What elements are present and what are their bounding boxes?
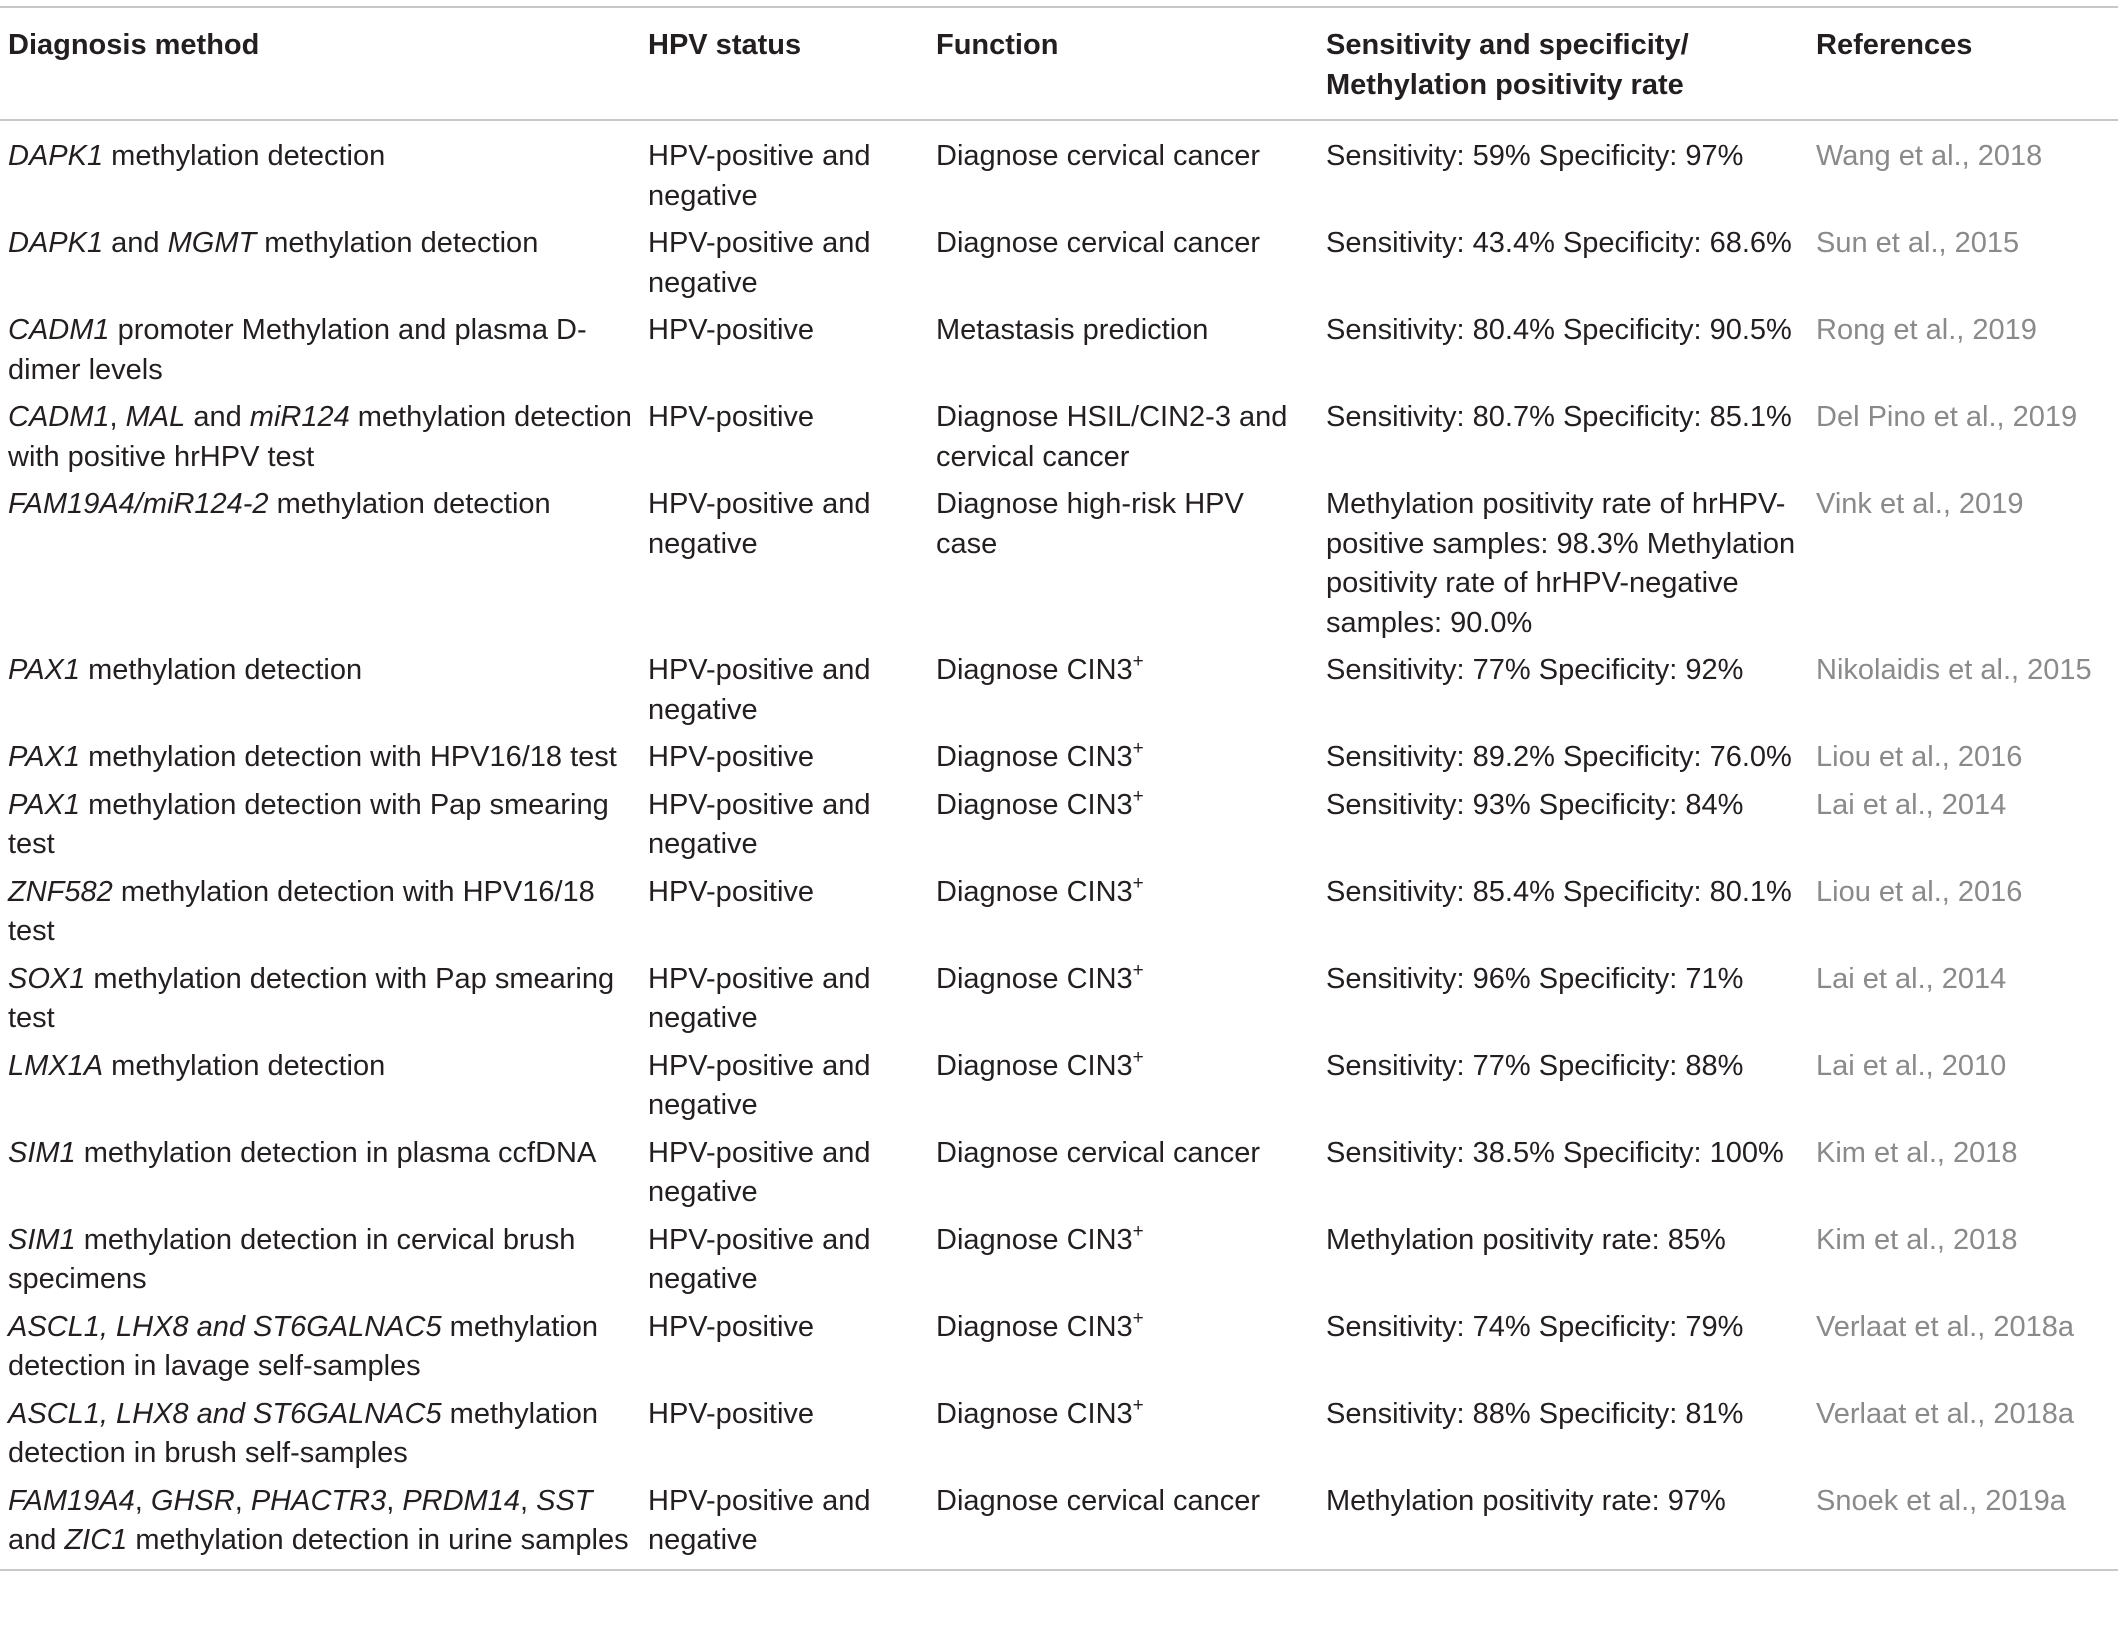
gene-name: DAPK1 bbox=[8, 227, 104, 259]
sensitivity-cell: Sensitivity: 88% Specificity: 81% bbox=[1326, 1397, 1744, 1430]
function-text: Metastasis prediction bbox=[936, 314, 1209, 346]
function-text: Diagnose CIN3 bbox=[936, 1049, 1133, 1082]
diagnosis-method-cell bbox=[0, 651, 640, 738]
hpv-status-cell: HPV-positive bbox=[648, 875, 815, 908]
diagnosis-method-cell bbox=[0, 311, 640, 398]
table-row bbox=[0, 311, 2118, 398]
function-cell bbox=[928, 786, 1318, 873]
function-cell bbox=[928, 120, 1318, 224]
function-superscript: + bbox=[1132, 872, 1144, 894]
hpv-status-cell: HPV-positive and negative bbox=[648, 1223, 871, 1295]
method-text: methylation detection bbox=[103, 140, 386, 172]
method-text: methylation detection bbox=[103, 1049, 386, 1082]
reference-cell[interactable]: Lai et al., 2014 bbox=[1816, 788, 2007, 821]
reference-cell[interactable]: Nikolaidis et al., 2015 bbox=[1816, 654, 2092, 686]
table-row bbox=[0, 120, 2118, 224]
function-cell bbox=[928, 485, 1318, 651]
diagnosis-method-cell bbox=[0, 485, 640, 651]
gene-name: MAL bbox=[125, 401, 186, 433]
sensitivity-cell: Methylation positivity rate: 85% bbox=[1326, 1223, 1726, 1256]
hpv-status-cell: HPV-positive and negative bbox=[648, 488, 871, 560]
header-sensitivity-specificity bbox=[1318, 7, 1808, 120]
table-row bbox=[0, 873, 2118, 960]
method-text: , bbox=[234, 1484, 251, 1517]
table-row bbox=[0, 224, 2118, 311]
hpv-status-cell: HPV-positive and negative bbox=[648, 140, 871, 212]
sensitivity-cell: Methylation positivity rate: 97% bbox=[1326, 1484, 1726, 1517]
table-row bbox=[0, 1308, 2118, 1395]
gene-name: miR124 bbox=[249, 401, 350, 433]
method-text: methylation detection in brush self-samples bbox=[8, 1397, 598, 1469]
diagnosis-methods-table bbox=[0, 6, 2118, 1571]
sensitivity-cell: Sensitivity: 77% Specificity: 88% bbox=[1326, 1049, 1744, 1082]
gene-name: PHACTR3 bbox=[250, 1484, 387, 1517]
header-references: References bbox=[1816, 29, 1973, 61]
function-superscript: + bbox=[1132, 738, 1144, 759]
function-superscript: + bbox=[1132, 785, 1144, 807]
gene-name: PAX1 bbox=[8, 654, 81, 686]
hpv-status-cell: HPV-positive bbox=[648, 314, 815, 346]
table-row bbox=[0, 1047, 2118, 1134]
hpv-status-cell: HPV-positive and negative bbox=[648, 227, 871, 299]
reference-cell[interactable]: Sun et al., 2015 bbox=[1816, 227, 2020, 259]
reference-cell[interactable]: Snoek et al., 2019a bbox=[1816, 1484, 2066, 1517]
header-sensitivity-line1: Sensitivity and specificity/ bbox=[1326, 29, 1689, 61]
diagnosis-method-cell bbox=[0, 120, 640, 224]
table-row bbox=[0, 1482, 2118, 1570]
sensitivity-cell: Sensitivity: 43.4% Specificity: 68.6% bbox=[1326, 227, 1792, 259]
sensitivity-cell: Sensitivity: 59% Specificity: 97% bbox=[1326, 140, 1744, 172]
sensitivity-cell: Sensitivity: 74% Specificity: 79% bbox=[1326, 1310, 1744, 1343]
hpv-status-cell: HPV-positive and negative bbox=[648, 788, 871, 860]
method-text: methylation detection in lavage self-samples bbox=[8, 1310, 598, 1382]
table-header bbox=[0, 7, 2118, 120]
function-cell bbox=[928, 1395, 1318, 1482]
hpv-status-cell: HPV-positive and negative bbox=[648, 962, 871, 1034]
reference-cell[interactable]: Verlaat et al., 2018a bbox=[1816, 1397, 2074, 1430]
method-text: , bbox=[109, 401, 126, 433]
function-cell bbox=[928, 398, 1318, 485]
method-text: methylation detection with Pap smearing test bbox=[8, 962, 615, 1034]
gene-name: PAX1 bbox=[8, 741, 81, 773]
gene-name: PAX1 bbox=[8, 788, 81, 821]
header-function: Function bbox=[936, 29, 1059, 61]
sensitivity-cell: Sensitivity: 96% Specificity: 71% bbox=[1326, 962, 1744, 995]
gene-name: SST bbox=[536, 1484, 593, 1517]
method-text: methylation detection in urine samples bbox=[127, 1524, 629, 1556]
table-row bbox=[0, 738, 2118, 786]
reference-cell[interactable]: Rong et al., 2019 bbox=[1816, 314, 2037, 346]
function-text: Diagnose cervical cancer bbox=[936, 140, 1260, 172]
gene-name: ASCL1, LHX8 and ST6GALNAC5 bbox=[8, 1397, 442, 1430]
method-text: methylation detection in plasma ccfDNA bbox=[75, 1136, 597, 1169]
function-superscript: + bbox=[1132, 1307, 1144, 1329]
method-text: methylation detection bbox=[256, 227, 539, 259]
gene-name: ASCL1, LHX8 and ST6GALNAC5 bbox=[8, 1310, 442, 1343]
sensitivity-cell: Sensitivity: 93% Specificity: 84% bbox=[1326, 788, 1744, 821]
hpv-status-cell: HPV-positive bbox=[648, 1397, 815, 1430]
method-text: promoter Methylation and plasma D-dimer levels bbox=[8, 314, 587, 386]
sensitivity-cell: Sensitivity: 38.5% Specificity: 100% bbox=[1326, 1136, 1784, 1169]
method-text: methylation detection with HPV16/18 test bbox=[8, 875, 595, 947]
diagnosis-method-cell bbox=[0, 398, 640, 485]
reference-cell[interactable]: Del Pino et al., 2019 bbox=[1816, 401, 2078, 433]
method-text: and bbox=[185, 401, 250, 433]
function-text: Diagnose CIN3 bbox=[936, 741, 1133, 773]
function-text: Diagnose cervical cancer bbox=[936, 1484, 1260, 1517]
method-text: methylation detection with positive hrHPV test bbox=[8, 401, 632, 473]
method-text: , bbox=[519, 1484, 537, 1517]
function-cell bbox=[928, 224, 1318, 311]
method-text: methylation detection bbox=[268, 488, 551, 520]
function-text: Diagnose high-risk HPV case bbox=[936, 488, 1244, 560]
function-text: Diagnose cervical cancer bbox=[936, 1136, 1260, 1169]
gene-name: LMX1A bbox=[8, 1049, 104, 1082]
table-row bbox=[0, 485, 2118, 651]
function-cell bbox=[928, 1134, 1318, 1221]
function-cell bbox=[928, 1221, 1318, 1308]
sensitivity-cell: Sensitivity: 89.2% Specificity: 76.0% bbox=[1326, 741, 1792, 773]
diagnosis-method-cell bbox=[0, 1221, 640, 1308]
function-text: Diagnose CIN3 bbox=[936, 1397, 1133, 1430]
sensitivity-cell: Sensitivity: 80.7% Specificity: 85.1% bbox=[1326, 401, 1792, 433]
gene-name: SOX1 bbox=[8, 962, 86, 995]
header-sensitivity-line2: Methylation positivity rate bbox=[1326, 69, 1684, 101]
header-row bbox=[0, 7, 2118, 120]
function-superscript: + bbox=[1132, 651, 1144, 672]
function-text: Diagnose HSIL/CIN2-3 and cervical cancer bbox=[936, 401, 1288, 473]
sensitivity-cell: Sensitivity: 85.4% Specificity: 80.1% bbox=[1326, 875, 1792, 908]
gene-name: FAM19A4/miR124-2 bbox=[8, 488, 269, 520]
gene-name: MGMT bbox=[167, 227, 257, 259]
method-text: methylation detection with HPV16/18 test bbox=[80, 741, 617, 773]
sensitivity-cell: Methylation positivity rate of hrHPV-positive samples: 98.3% Methylation positivity rate of hrHPV-negative samples: 90.0% bbox=[1326, 488, 1796, 639]
method-text: and bbox=[8, 1524, 65, 1556]
hpv-status-cell: HPV-positive and negative bbox=[648, 1484, 871, 1556]
hpv-status-cell: HPV-positive bbox=[648, 1310, 815, 1343]
function-cell bbox=[928, 738, 1318, 786]
reference-cell[interactable]: Verlaat et al., 2018a bbox=[1816, 1310, 2074, 1343]
reference-cell[interactable]: Wang et al., 2018 bbox=[1816, 140, 2043, 172]
function-cell bbox=[928, 1047, 1318, 1134]
table-row bbox=[0, 398, 2118, 485]
gene-name: GHSR bbox=[150, 1484, 235, 1517]
diagnosis-method-cell bbox=[0, 224, 640, 311]
hpv-status-cell: HPV-positive bbox=[648, 401, 815, 433]
header-hpv-status: HPV status bbox=[648, 29, 802, 61]
diagnosis-method-cell bbox=[0, 738, 640, 786]
gene-name: FAM19A4 bbox=[8, 1484, 135, 1517]
gene-name: DAPK1 bbox=[8, 140, 104, 172]
gene-name: SIM1 bbox=[8, 1223, 76, 1256]
hpv-status-cell: HPV-positive bbox=[648, 741, 815, 773]
method-text: methylation detection with Pap smearing test bbox=[8, 788, 609, 860]
method-text: methylation detection bbox=[80, 654, 363, 686]
method-text: and bbox=[103, 227, 168, 259]
table-body bbox=[0, 120, 2118, 1570]
function-text: Diagnose CIN3 bbox=[936, 962, 1133, 995]
function-cell bbox=[928, 873, 1318, 960]
function-cell bbox=[928, 960, 1318, 1047]
hpv-status-cell: HPV-positive and negative bbox=[648, 1136, 871, 1208]
function-text: Diagnose CIN3 bbox=[936, 1223, 1133, 1256]
hpv-status-cell: HPV-positive and negative bbox=[648, 654, 871, 726]
method-text: , bbox=[134, 1484, 151, 1517]
function-cell bbox=[928, 1482, 1318, 1570]
gene-name: ZNF582 bbox=[8, 875, 113, 908]
reference-cell[interactable]: Lai et al., 2014 bbox=[1816, 962, 2007, 995]
diagnosis-method-cell bbox=[0, 873, 640, 960]
function-superscript: + bbox=[1132, 1394, 1144, 1416]
reference-cell[interactable]: Kim et al., 2018 bbox=[1816, 1136, 2018, 1169]
table-row bbox=[0, 1134, 2118, 1221]
gene-name: CADM1 bbox=[8, 314, 110, 346]
reference-cell[interactable]: Lai et al., 2010 bbox=[1816, 1049, 2007, 1082]
reference-cell[interactable]: Liou et al., 2016 bbox=[1816, 875, 2023, 908]
reference-cell[interactable]: Liou et al., 2016 bbox=[1816, 741, 2023, 773]
function-superscript: + bbox=[1132, 959, 1144, 981]
sensitivity-cell: Sensitivity: 80.4% Specificity: 90.5% bbox=[1326, 314, 1792, 346]
function-text: Diagnose CIN3 bbox=[936, 1310, 1133, 1343]
diagnosis-method-cell bbox=[0, 1395, 640, 1482]
gene-name: SIM1 bbox=[8, 1136, 76, 1169]
function-text: Diagnose CIN3 bbox=[936, 875, 1133, 908]
function-text: Diagnose cervical cancer bbox=[936, 227, 1260, 259]
table-row bbox=[0, 960, 2118, 1047]
function-superscript: + bbox=[1132, 1220, 1144, 1242]
function-text: Diagnose CIN3 bbox=[936, 654, 1133, 686]
function-superscript: + bbox=[1132, 1046, 1144, 1068]
diagnosis-method-cell bbox=[0, 786, 640, 873]
table-row bbox=[0, 786, 2118, 873]
function-text: Diagnose CIN3 bbox=[936, 788, 1133, 821]
table-row bbox=[0, 1395, 2118, 1482]
sensitivity-cell: Sensitivity: 77% Specificity: 92% bbox=[1326, 654, 1744, 686]
method-text: methylation detection in cervical brush specimens bbox=[8, 1223, 576, 1295]
diagnosis-method-cell bbox=[0, 1308, 640, 1395]
function-cell bbox=[928, 651, 1318, 738]
function-cell bbox=[928, 1308, 1318, 1395]
diagnosis-method-cell bbox=[0, 1134, 640, 1221]
gene-name: PRDM14 bbox=[402, 1484, 520, 1517]
hpv-status-cell: HPV-positive and negative bbox=[648, 1049, 871, 1121]
gene-name: ZIC1 bbox=[64, 1524, 128, 1556]
diagnosis-method-cell bbox=[0, 960, 640, 1047]
function-cell bbox=[928, 311, 1318, 398]
diagnosis-method-cell bbox=[0, 1482, 640, 1570]
header-diagnosis-method: Diagnosis method bbox=[8, 29, 260, 61]
table-row bbox=[0, 651, 2118, 738]
gene-name: CADM1 bbox=[8, 401, 110, 433]
reference-cell[interactable]: Vink et al., 2019 bbox=[1816, 488, 2024, 520]
reference-cell[interactable]: Kim et al., 2018 bbox=[1816, 1223, 2018, 1256]
diagnosis-method-cell bbox=[0, 1047, 640, 1134]
table-row bbox=[0, 1221, 2118, 1308]
method-text: , bbox=[386, 1484, 403, 1517]
